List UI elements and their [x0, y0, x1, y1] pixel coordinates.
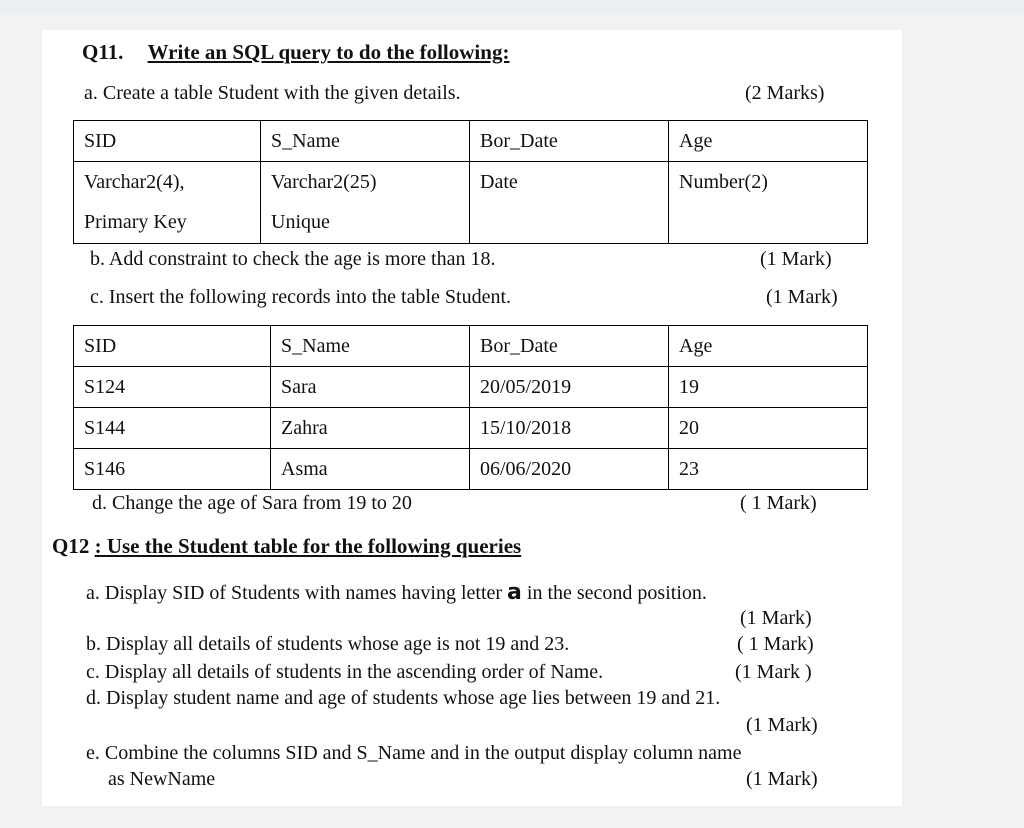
schema-header-cell: S_Name [261, 121, 470, 162]
sname-constraint: Unique [271, 211, 330, 233]
q12-part-e-marks: (1 Mark) [746, 768, 818, 790]
bordate-type: Date [480, 171, 518, 193]
record-cell: Asma [271, 449, 470, 490]
sname-type: Varchar2(25) [271, 171, 377, 193]
q11-part-b-marks: (1 Mark) [760, 248, 832, 270]
record-cell: 20 [669, 408, 868, 449]
schema-header-row [74, 121, 868, 162]
q12-part-e-line2: as NewName [108, 768, 216, 790]
record-cell: 23 [669, 449, 868, 490]
q12-part-a-after: in the second position. [521, 582, 707, 604]
record-cell: 06/06/2020 [470, 449, 669, 490]
q12-part-c-marks: (1 Mark ) [735, 661, 812, 683]
record-cell: S124 [74, 367, 271, 408]
record-cell: 15/10/2018 [470, 408, 669, 449]
record-cell: S146 [74, 449, 271, 490]
schema-cell-sid [74, 162, 261, 244]
q12-heading [52, 534, 521, 559]
q11-title: Write an SQL query to do the following: [147, 40, 510, 64]
record-cell: Zahra [271, 408, 470, 449]
records-header-cell: S_Name [271, 326, 470, 367]
q11-part-d-text: d. Change the age of Sara from 19 to 20 [92, 492, 412, 514]
q12-part-c-text: c. Display all details of students in the ascending order of Name. [86, 661, 604, 683]
q12-part-d-marks: (1 Mark) [746, 714, 818, 736]
schema-cell-bordate [470, 162, 669, 244]
schema-type-row [74, 162, 868, 244]
document-page [42, 30, 902, 806]
q11-part-c-marks: (1 Mark) [766, 286, 838, 308]
q11-part-a-text: a. Create a table Student with the given details. [84, 82, 461, 104]
records-header-cell: SID [74, 326, 271, 367]
records-header-cell: Bor_Date [470, 326, 669, 367]
q12-part-a-text [86, 580, 707, 605]
table-row [74, 449, 868, 490]
q12-number: Q12 [52, 534, 90, 558]
q11-part-b-text: b. Add constraint to check the age is more than 18. [90, 248, 496, 270]
q11-part-d-marks: ( 1 Mark) [740, 492, 817, 514]
sid-type: Varchar2(4), [84, 171, 185, 193]
q12-part-b-text: b. Display all details of students whose age is not 19 and 23. [86, 633, 570, 655]
sid-constraint: Primary Key [84, 211, 187, 233]
q12-title: : Use the Student table for the following queries [94, 534, 522, 558]
record-cell: Sara [271, 367, 470, 408]
table-row [74, 408, 868, 449]
student-schema-table [73, 120, 868, 244]
record-cell: 19 [669, 367, 868, 408]
table-row [74, 367, 868, 408]
schema-cell-age [669, 162, 868, 244]
records-header-cell: Age [669, 326, 868, 367]
age-type: Number(2) [679, 171, 768, 193]
q12-part-d-text: d. Display student name and age of students whose age lies between 19 and 21. [86, 687, 721, 709]
schema-header-cell: SID [74, 121, 261, 162]
q12-part-e-line1: e. Combine the columns SID and S_Name and in the output display column name [86, 742, 742, 764]
schema-cell-sname [261, 162, 470, 244]
record-cell: S144 [74, 408, 271, 449]
student-records-table [73, 325, 868, 490]
q11-part-c-text: c. Insert the following records into the table Student. [90, 286, 512, 308]
q11-heading [82, 40, 509, 65]
record-cell: 20/05/2019 [470, 367, 669, 408]
top-strip [0, 0, 1024, 14]
records-header-row [74, 326, 868, 367]
q12-part-a-marks: (1 Mark) [740, 607, 812, 629]
q12-part-b-marks: ( 1 Mark) [737, 633, 814, 655]
q11-number: Q11. [82, 40, 124, 64]
schema-header-cell: Bor_Date [470, 121, 669, 162]
schema-header-cell: Age [669, 121, 868, 162]
q12-part-a-letter: a [507, 580, 522, 605]
q11-part-a-marks: (2 Marks) [745, 82, 825, 104]
q12-part-a-before: a. Display SID of Students with names having letter [86, 582, 508, 604]
